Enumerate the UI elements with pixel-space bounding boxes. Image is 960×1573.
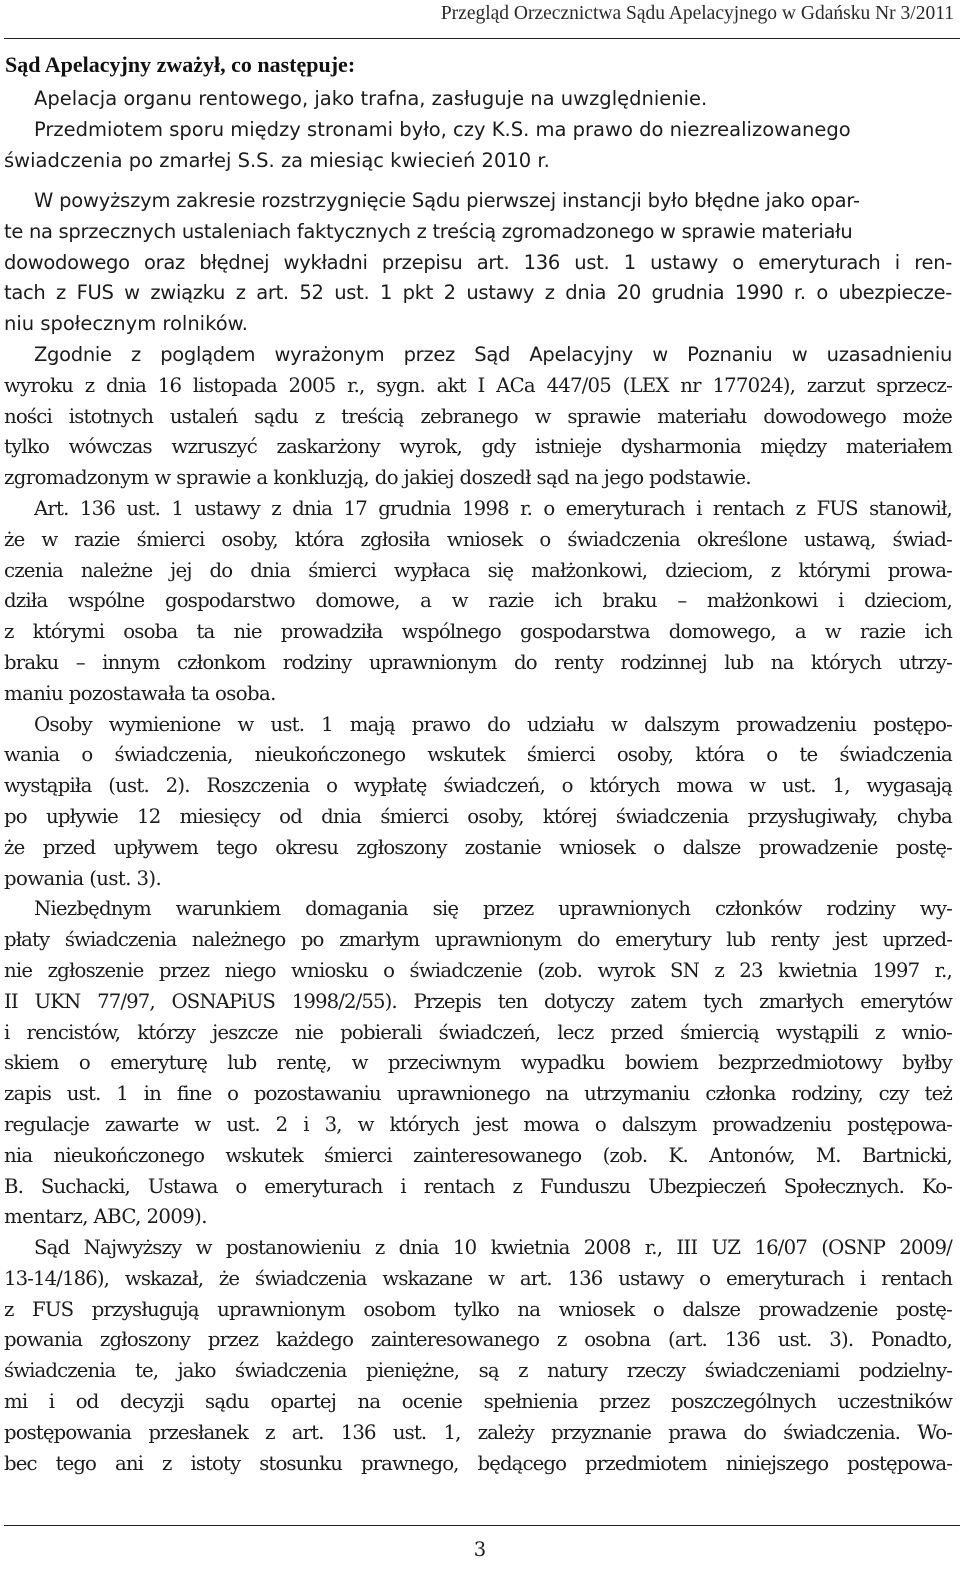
text-line: powania (ust. 3). [4, 866, 162, 890]
text-line: zapis ust. 1 in fine o pozostawaniu uprawnionego na utrzymaniu członka rodziny, czy też [4, 1082, 952, 1106]
text-line: W powyższym zakresie rozstrzygnięcie Sądu pierwszej instancji było błędne jako opar- [34, 189, 860, 212]
text-line: nia nieukończonego wskutek śmierci zainteresowanego (zob. K. Antonów, M. Bartnicki, [4, 1143, 952, 1167]
text-line: mentarz, ABC, 2009). [4, 1205, 207, 1229]
text-line: regulacje zawarte w ust. 2 i 3, w których jest mowa o dalszym prowadzeniu postępowa- [4, 1112, 952, 1136]
text-line: Apelacja organu rentowego, jako trafna, zasługuje na uwzględnienie. [34, 87, 708, 110]
text-line: ności istotnych ustaleń sądu z treścią zebranego w sprawie materiału dowodowego może [4, 404, 952, 428]
text-line: że przed upływem tego okresu zgłoszony zostanie wniosek o dalsze prowadzenie postę- [4, 835, 952, 859]
text-line: te na sprzecznych ustaleniach faktycznych z treścią zgromadzonego w sprawie materiału [4, 219, 853, 243]
section-heading: Sąd Apelacyjny zważył, co następuje: [5, 52, 356, 77]
text-line: wystąpiła (ust. 2). Roszczenia o wypłatę świadczeń, o których mowa w ust. 1, wygasają [4, 774, 952, 798]
text-line: Niezbędnym warunkiem domagania się przez uprawnionych członków rodziny wy- [34, 897, 952, 921]
text-line: niu społecznym rolników. [4, 312, 248, 336]
text-line: świadczenia po zmarłej S.S. za miesiąc kwiecień 2010 r. [4, 148, 550, 172]
text-line: maniu pozostawała ta osoba. [4, 681, 276, 705]
text-line: braku – innym członkom rodziny uprawnionym do renty rodzinnej lub na których utrzy- [4, 650, 952, 674]
text-line: po upływie 12 miesięcy od dnia śmierci osoby, której świadczenia przysługiwały, chyba [4, 804, 952, 828]
text-line: wania o świadczenia, nieukończonego wskutek śmierci osoby, która o te świadczenia [4, 743, 952, 767]
text-line: powania zgłoszony przez każdego zainteresowanego z osobna (art. 136 ust. 3). Ponadto, [4, 1328, 952, 1352]
text-line: Sąd Najwyższy w postanowieniu z dnia 10 kwietnia 2008 r., III UZ 16/07 (OSNP 2009/ [34, 1236, 952, 1260]
text-line: świadczenia te, jako świadczenia pieniężne, są z natury rzeczy świadczeniami podzielny- [4, 1359, 952, 1383]
text-line: skiem o emeryturę lub rentę, w przeciwnym wypadku bowiem bezprzedmiotowy byłby [4, 1051, 952, 1075]
text-line: z FUS przysługują uprawnionym osobom tylko na wniosek o dalsze prowadzenie postę- [4, 1297, 952, 1321]
text-line: z którymi osoba ta nie prowadziła wspólnego gospodarstwa domowego, a w razie ich [4, 620, 952, 644]
text-line: II UKN 77/97, OSNAPiUS 1998/2/55). Przepis ten dotyczy zatem tych zmarłych emerytów [4, 989, 952, 1013]
text-line: B. Suchacki, Ustawa o emeryturach i rentach z Funduszu Ubezpieczeń Społecznych. Ko- [4, 1174, 952, 1198]
text-line: dowodowego oraz błędnej wykładni przepisu art. 136 ust. 1 ustawy o emeryturach i ren- [4, 250, 952, 274]
page-number: 3 [473, 1538, 487, 1561]
running-header: Przegląd Orzecznictwa Sądu Apelacyjnego w Gdańsku Nr 3/2011 [440, 3, 954, 24]
text-line: Art. 136 ust. 1 ustawy z dnia 17 grudnia 1998 r. o emeryturach i rentach z FUS stanowił, [34, 496, 952, 520]
text-line: czenia należne jej do dnia śmierci wypłaca się małżonkowi, dzieciom, z którymi prowa- [4, 558, 952, 582]
text-line: płaty świadczenia należnego po zmarłym uprawnionym do emerytury lub renty jest uprzed- [4, 928, 952, 952]
body-text [4, 186, 952, 1479]
text-line: że w razie śmierci osoby, która zgłosiła wniosek o świadczenia określone ustawą, świad- [4, 527, 952, 551]
text-line: Zgodnie z poglądem wyrażonym przez Sąd Apelacyjny w Poznaniu w uzasadnieniu [34, 342, 952, 366]
header-rule [4, 38, 960, 39]
text-line: nie zgłoszenie przez niego wniosku o świadczenie (zob. wyrok SN z 23 kwietnia 1997 r., [4, 958, 952, 982]
text-line: dziła wspólne gospodarstwo domowe, a w razie ich braku – małżonkowi i dzieciom, [4, 589, 952, 613]
text-line: i rencistów, którzy jeszcze nie pobierali świadczeń, lecz przed śmiercią wystąpili z wnio- [4, 1020, 952, 1044]
text-line: zgromadzonym w sprawie a konkluzją, do jakiej doszedł sąd na jego podstawie. [4, 466, 752, 490]
text-line: tylko wówczas wzruszyć zaskarżony wyrok, gdy istnieje dysharmonia między materiałem [4, 435, 952, 459]
intro-paragraphs [4, 84, 952, 176]
text-line: bec tego ani z istoty stosunku prawnego, będącego przedmiotem niniejszego postępowa- [4, 1451, 952, 1475]
text-line: wyroku z dnia 16 listopada 2005 r., sygn. akt I ACa 447/05 (LEX nr 177024), zarzut sprzecz- [4, 373, 952, 397]
text-line: tach z FUS w związku z art. 52 ust. 1 pkt 2 ustawy z dnia 20 grudnia 1990 r. o ubezpiecze- [4, 281, 952, 305]
text-line: mi i od decyzji sądu opartej na ocenie spełnienia przez poszczególnych uczestników [4, 1390, 952, 1414]
footer-rule [4, 1525, 960, 1526]
text-line: postępowania przesłanek z art. 136 ust. 1, zależy przyznanie prawa do świadczenia. Wo- [4, 1420, 952, 1444]
text-line: 13-14/186), wskazał, że świadczenia wskazane w art. 136 ustawy o emeryturach i rentach [4, 1266, 952, 1290]
text-line: Przedmiotem sporu między stronami było, czy K.S. ma prawo do niezrealizowanego [34, 117, 851, 141]
text-line: Osoby wymienione w ust. 1 mają prawo do udziału w dalszym prowadzeniu postępo- [34, 712, 952, 736]
